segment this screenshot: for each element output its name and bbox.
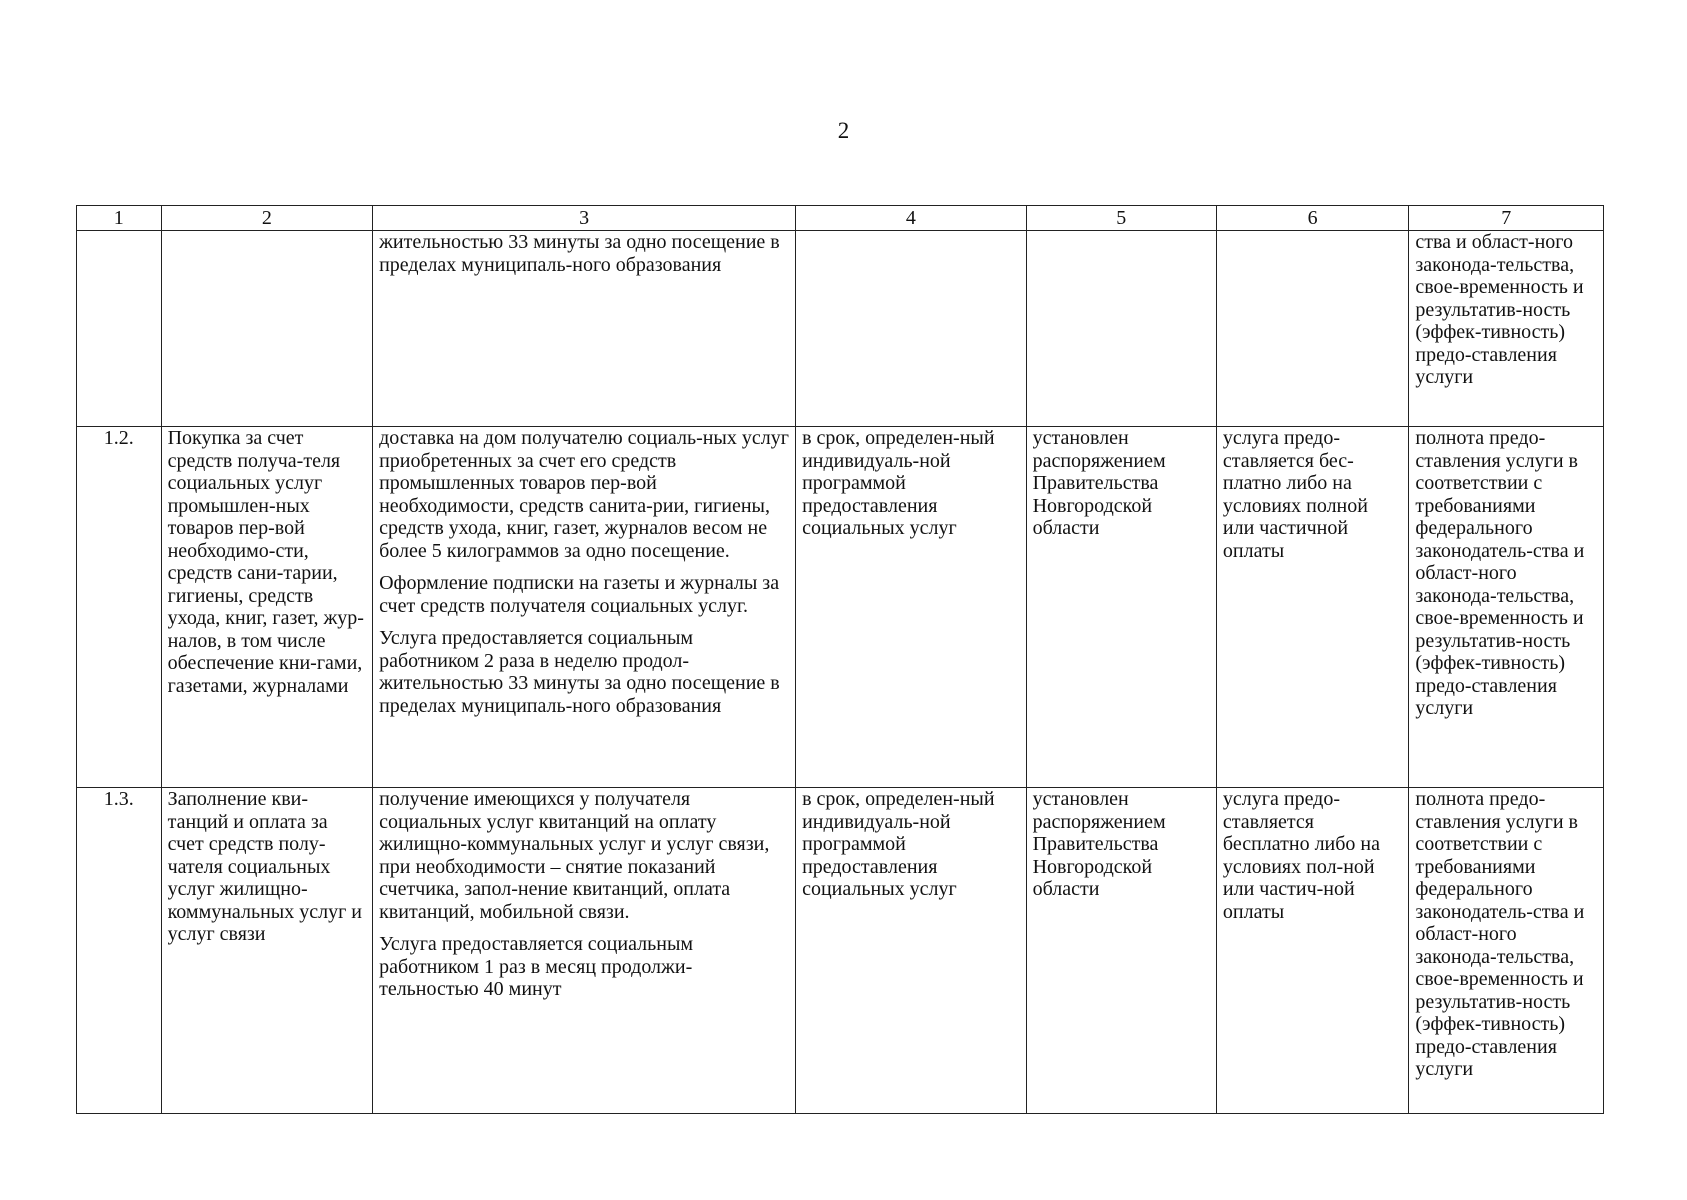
- service-quality: ства и област-ного законода-тельства, свое-временность и результатив-ность (эффек-тивность) предо-ставления услуги: [1409, 231, 1604, 427]
- service-timing: в срок, определен-ный индивидуаль-ной программой предоставления социальных услуг: [796, 788, 1027, 1114]
- description-paragraph: Услуга предоставляется социальным работником 2 раза в неделю продол-жительностью 33 минуты за одно посещение в пределах муниципаль-ного образования: [379, 627, 780, 717]
- description-paragraph: Услуга предоставляется социальным работником 1 раз в месяц продолжи-тельностью 40 минут: [379, 933, 694, 1000]
- column-header: 4: [796, 206, 1027, 231]
- row-number: [77, 231, 162, 427]
- column-header: 3: [373, 206, 796, 231]
- description-paragraph: получение имеющихся у получателя социальных услуг квитанций на оплату жилищно-коммунальных услуг и услуг связи, при необходимости – снятие показаний счетчика, запол-нение квитанций, оплата квитанций, мобильной связи.: [379, 788, 770, 923]
- description-paragraph: доставка на дом получателю социаль-ных услуг приобретенных за счет его средств промышленных товаров пер-вой необходимости, средств санита-рии, гигиены, средств ухода, книг, газет, журналов весом не более 5 килограммов за одно посещение.: [379, 427, 789, 562]
- row-number: 1.2.: [77, 427, 162, 788]
- service-timing: [796, 231, 1027, 427]
- column-number-row: [77, 206, 1604, 231]
- service-timing: в срок, определен-ный индивидуаль-ной программой предоставления социальных услуг: [796, 427, 1027, 788]
- column-header: 7: [1409, 206, 1604, 231]
- description-paragraph: жительностью 33 минуты за одно посещение в пределах муниципаль-ного образования: [379, 231, 780, 276]
- service-conditions: услуга предо-ставляется бес-платно либо на условиях полной или частичной оплаты: [1216, 427, 1408, 788]
- column-header: 1: [77, 206, 162, 231]
- column-header: 6: [1216, 206, 1408, 231]
- service-cost: установлен распоряжением Правительства Новгородской области: [1026, 788, 1216, 1114]
- page-number: 2: [837, 118, 850, 143]
- service-description: [373, 231, 796, 427]
- row-number: 1.3.: [77, 788, 162, 1114]
- service-name: [161, 231, 372, 427]
- service-quality: полнота предо-ставления услуги в соответствии с требованиями федерального законодатель-ства и област-ного законода-тельства, свое-временность и результатив-ность (эффек-тивность) предо-ставления услуги: [1409, 788, 1604, 1114]
- service-cost: [1026, 231, 1216, 427]
- services-table: [76, 205, 1604, 1114]
- table-row: [77, 231, 1604, 427]
- column-header: 5: [1026, 206, 1216, 231]
- service-description: [373, 788, 796, 1114]
- service-description: [373, 427, 796, 788]
- table-row: [77, 427, 1604, 788]
- description-paragraph: Оформление подписки на газеты и журналы за счет средств получателя социальных услуг.: [379, 572, 780, 617]
- table-row: [77, 788, 1604, 1114]
- service-name: Заполнение кви-танций и оплата за счет средств полу-чателя социальных услуг жилищно-коммунальных услуг и услуг связи: [161, 788, 372, 1114]
- column-header: 2: [161, 206, 372, 231]
- service-cost: установлен распоряжением Правительства Новгородской области: [1026, 427, 1216, 788]
- service-name: Покупка за счет средств получа-теля социальных услуг промышлен-ных товаров пер-вой необходимо-сти, средств сани-тарии, гигиены, средств ухода, книг, газет, жур-налов, в том числе обеспечение кни-гами, газетами, журналами: [161, 427, 372, 788]
- service-quality: полнота предо-ставления услуги в соответствии с требованиями федерального законодатель-ства и област-ного законода-тельства, свое-временность и результатив-ность (эффек-тивность) предо-ставления услуги: [1409, 427, 1604, 788]
- service-conditions: [1216, 231, 1408, 427]
- service-conditions: услуга предо-ставляется бесплатно либо на условиях пол-ной или частич-ной оплаты: [1216, 788, 1408, 1114]
